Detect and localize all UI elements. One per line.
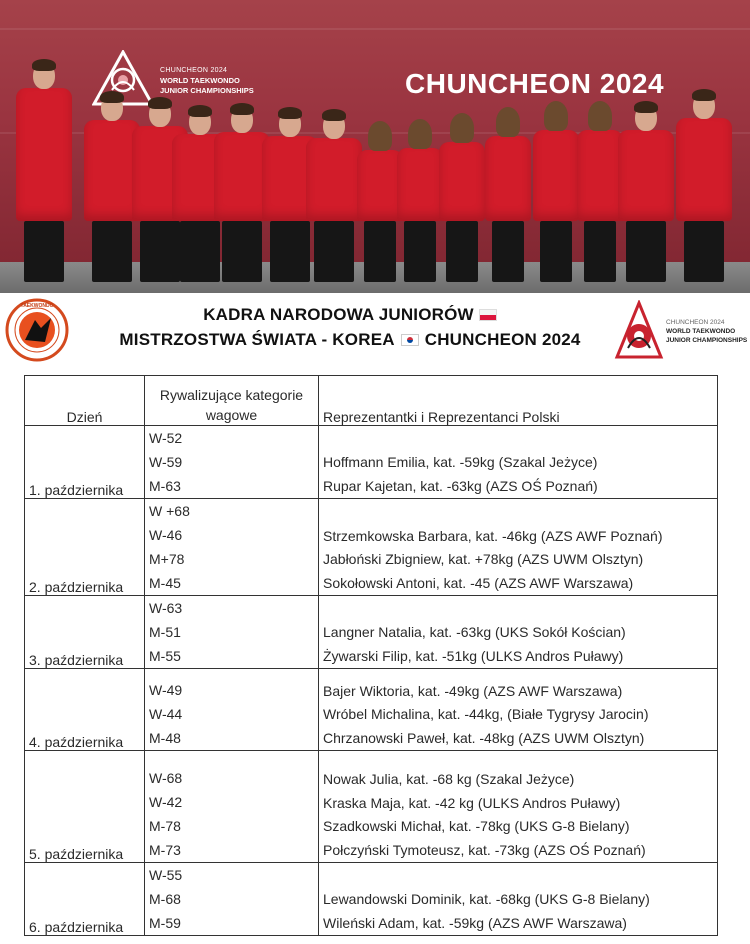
representative-entry: Bajer Wiktoria, kat. -49kg (AZS AWF Warszawa): [323, 682, 623, 699]
weight-category: W-42: [149, 794, 183, 810]
representatives-cell: [319, 596, 718, 669]
representative-entry: Sokołowski Antoni, kat. -45 (AZS AWF Warszawa): [323, 574, 634, 591]
representative-entry: Jabłoński Zbigniew, kat. +78kg (AZS UWM Olsztyn): [323, 551, 644, 567]
heading-line-1: [80, 305, 620, 325]
representative-entry: Szadkowski Michał, kat. -78kg (UKS G-8 Bielany): [323, 818, 630, 834]
table-row: [25, 596, 718, 669]
weight-category: W-59: [149, 454, 183, 470]
logo-line-2: WORLD TAEKWONDO: [666, 328, 736, 335]
weight-category: M-45: [149, 575, 181, 591]
representatives-cell: [319, 499, 718, 596]
weight-category: M-55: [149, 648, 181, 664]
weight-category: W-49: [149, 682, 183, 698]
svg-text:TAEKWONDO: TAEKWONDO: [20, 303, 54, 309]
weight-category: W +68: [149, 503, 190, 519]
table-row: [25, 499, 718, 596]
table-header-row: [25, 376, 718, 426]
team-photo: [0, 0, 750, 293]
header-categories: Rywalizujące kategorie wagowe: [145, 376, 319, 426]
heading-line-2: [80, 330, 620, 350]
table-row: [25, 669, 718, 751]
logo-line-2: WORLD TAEKWONDO: [160, 76, 240, 85]
representative-entry: Rupar Kajetan, kat. -63kg (AZS OŚ Poznań): [323, 477, 598, 494]
weight-category: M-63: [149, 478, 181, 494]
championship-logo-icon: [614, 300, 664, 360]
categories-cell: [145, 426, 319, 499]
heading-text-part1: MISTRZOSTWA ŚWIATA - KOREA: [119, 330, 395, 349]
weight-category: M-48: [149, 730, 181, 746]
representatives-cell: [319, 863, 718, 936]
representative-entry: Lewandowski Dominik, kat. -68kg (UKS G-8 Bielany): [323, 891, 650, 907]
representative-entry: Strzemkowska Barbara, kat. -46kg (AZS AWF Poznań): [323, 527, 663, 544]
categories-cell: [145, 863, 319, 936]
representative-entry: Nowak Julia, kat. -68 kg (Szakal Jeżyce): [323, 771, 575, 787]
day-cell: 4. października: [25, 669, 145, 751]
representatives-cell: [319, 426, 718, 499]
representatives-cell: [319, 669, 718, 751]
logo-line-3: JUNIOR CHAMPIONSHIPS: [160, 86, 254, 95]
weight-category: M+78: [149, 551, 185, 567]
weight-category: M-51: [149, 624, 181, 640]
championship-logo-text: [666, 318, 747, 345]
korea-flag-icon: [401, 334, 419, 346]
day-cell: 3. października: [25, 596, 145, 669]
logo-line-3: JUNIOR CHAMPIONSHIPS: [666, 337, 748, 344]
weight-category: W-52: [149, 430, 183, 446]
table-row: [25, 426, 718, 499]
categories-cell: [145, 669, 319, 751]
weight-category: W-44: [149, 706, 183, 722]
representative-entry: Hoffmann Emilia, kat. -59kg (Szakal Jeżyce): [323, 454, 598, 470]
poland-flag-icon: [479, 309, 497, 321]
representative-entry: Połczyński Tymoteusz, kat. -73kg (AZS OŚ Poznań): [323, 841, 646, 858]
representative-entry: Żywarski Filip, kat. -51kg (ULKS Andros Puławy): [323, 647, 624, 664]
schedule-table: [24, 375, 718, 936]
weight-category: W-46: [149, 527, 183, 543]
hero-title: CHUNCHEON 2024: [405, 68, 665, 99]
federation-logo-icon: [5, 298, 69, 362]
weight-category: W-55: [149, 867, 183, 883]
representatives-cell: [319, 751, 718, 863]
day-cell: 1. października: [25, 426, 145, 499]
weight-category: M-73: [149, 842, 181, 858]
weight-category: M-59: [149, 915, 181, 931]
header-day: Dzień: [25, 376, 145, 426]
day-cell: 6. października: [25, 863, 145, 936]
header-representatives: Reprezentantki i Reprezentanci Polski: [319, 376, 718, 426]
representative-entry: Wróbel Michalina, kat. -44kg, (Białe Tygrysy Jarocin): [323, 706, 649, 722]
weight-category: M-78: [149, 818, 181, 834]
categories-cell: [145, 596, 319, 669]
weight-category: M-68: [149, 891, 181, 907]
representative-entry: Langner Natalia, kat. -63kg (UKS Sokół Kościan): [323, 624, 626, 640]
day-cell: 5. października: [25, 751, 145, 863]
day-cell: 2. października: [25, 499, 145, 596]
logo-line-1: CHUNCHEON 2024: [666, 319, 725, 326]
categories-cell: [145, 751, 319, 863]
heading-text: KADRA NARODOWA JUNIORÓW: [203, 305, 474, 324]
athletes-group: [0, 0, 750, 293]
representative-entry: Kraska Maja, kat. -42 kg (ULKS Andros Puławy): [323, 794, 621, 811]
representative-entry: Wileński Adam, kat. -59kg (AZS AWF Warszawa): [323, 914, 627, 931]
logo-line-1: CHUNCHEON 2024: [160, 67, 228, 74]
table-row: [25, 863, 718, 936]
categories-cell: [145, 499, 319, 596]
representative-entry: Chrzanowski Paweł, kat. -48kg (AZS UWM Olsztyn): [323, 729, 645, 746]
table-row: [25, 751, 718, 863]
heading-text-part2: CHUNCHEON 2024: [424, 330, 581, 349]
weight-category: W-68: [149, 770, 183, 786]
weight-category: W-63: [149, 600, 183, 616]
